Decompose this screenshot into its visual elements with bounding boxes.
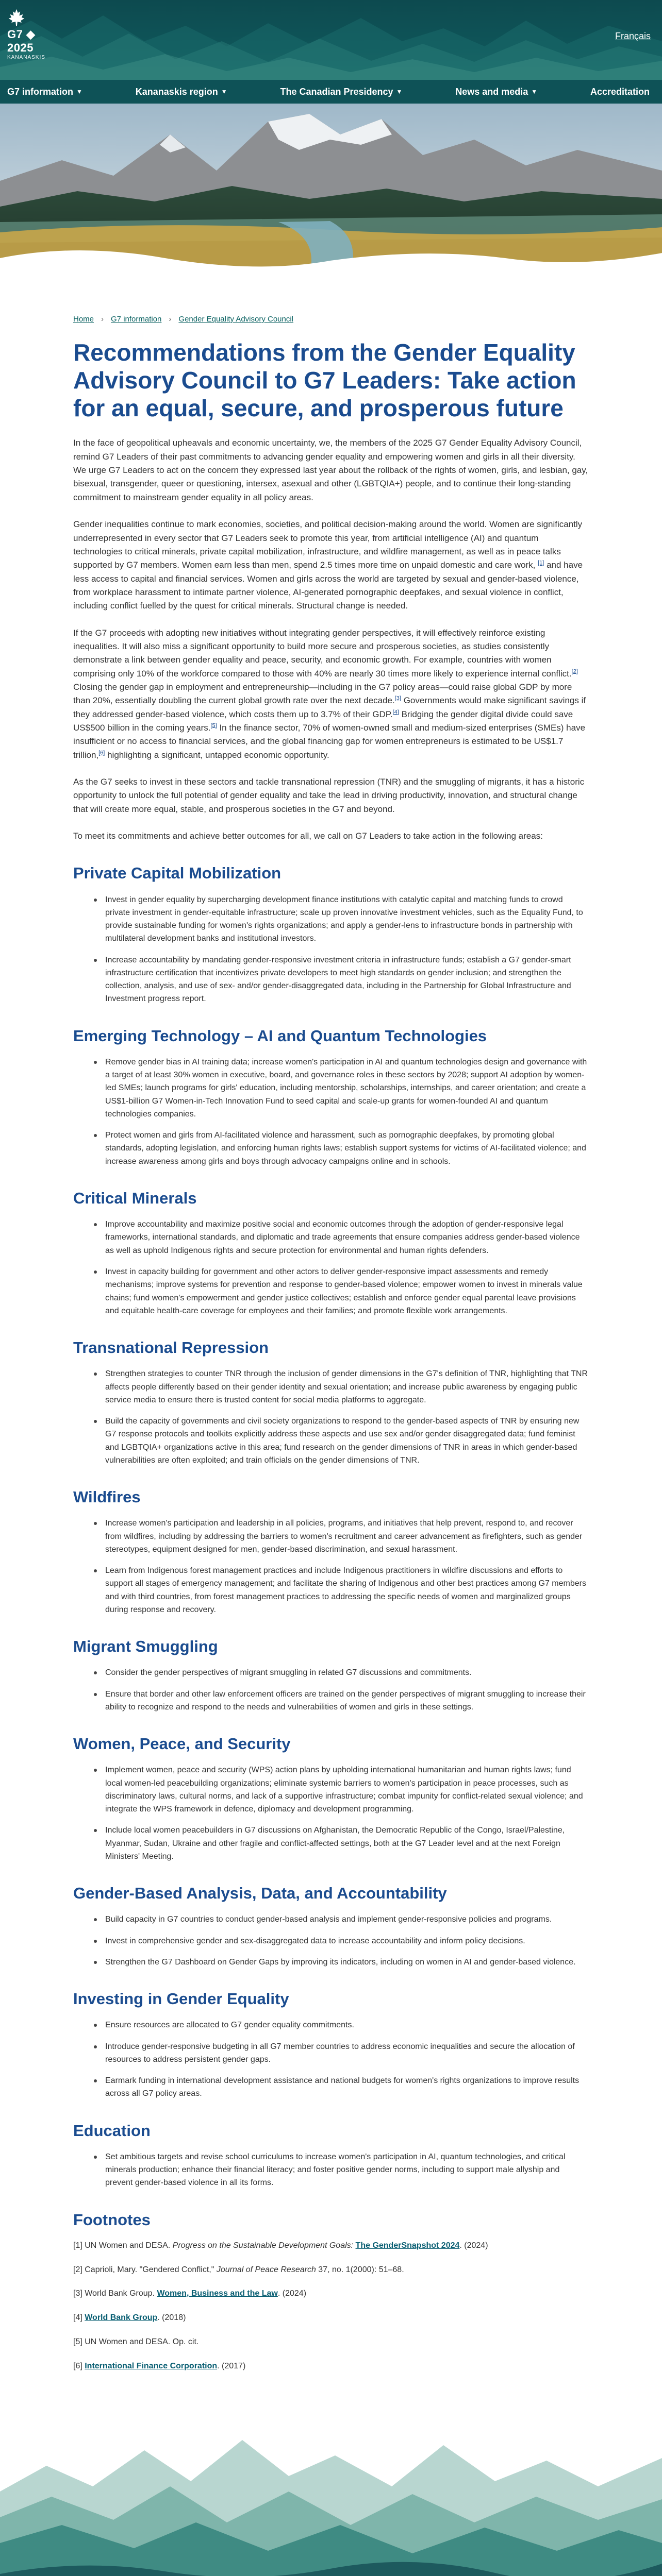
recommendation-list [73,1666,589,1714]
breadcrumb-g7-information[interactable]: G7 information [111,315,162,324]
footnote-text: [3] World Bank Group. [73,2289,157,2298]
footnote-link[interactable]: World Bank Group [85,2313,158,2323]
footnote-item [73,2240,589,2252]
site-header [0,0,662,104]
list-item: Invest in gender equality by supercharging development finance institutions with catalytic capital and matching funds to crowd private investment in gender-equitable infrastructure; scale up proven innovative investment vehicles, such as the Equality Fund, to provide sustainable funding for women's rights organizations; and apply a gender-lens to infrastructure bonds in partnership with multilateral development banks and institutional investors. [94,893,589,945]
recommendation-list [73,1218,589,1317]
section-heading: Transnational Repression [73,1338,269,1357]
footnote-link[interactable]: International Finance Corporation [85,2361,218,2370]
list-item: Strengthen strategies to counter TNR through the inclusion of gender dimensions in the G7's definition of TNR, highlighting that TNR affects people differently based on their gender identity and sexual orientation; and increase public awareness by engaging public service media to ensure there is trusted content for social media platforms to aggregate. [94,1367,589,1406]
section-education [73,2121,589,2190]
list-item: Remove gender bias in AI training data; increase women's participation in AI and quantum technologies design and governance with a target of at least 30% women in executive, board, and governance roles in these sectors by 2028; support AI adoption by women-led SMEs; launch programs for girls' education, including mentorship, scholarships, internships, and career orientation; and create a US$1-billion G7 Women-in-Tech Innovation Fund to seed capital and scale-up grants for women-founded AI and quantum technologies companies. [94,1056,589,1121]
section-heading: Emerging Technology – AI and Quantum Technologies [73,1026,487,1045]
list-item: Introduce gender-responsive budgeting in all G7 member countries to address economic inequalities and secure the allocation of resources to address persistent gender gaps. [94,2040,589,2066]
intro-paragraph: To meet its commitments and achieve better outcomes for all, we call on G7 Leaders to take action in the following areas: [73,831,543,841]
list-item: Increase women's participation and leadership in all policies, programs, and initiatives that help prevent, respond to, and recover from wildfires, including by addressing the barriers to women's recruitment and career advancement as firefighters, such as gender stereotypes, equipment designed for men, gender-based discrimination, and sexual harassment. [94,1517,589,1556]
recommendation-list [73,1913,589,1969]
intro-paragraph [73,626,589,762]
list-item: Increase accountability by mandating gender-responsive investment criteria in infrastructure funds; establish a G7 gender-smart infrastructure certification that incentivizes private developers to meet high standards on gender inclusion; and strengthen the collection, analysis, and use of sex- and/or gender-disaggregated data, including in the Partnership for Global Infrastructure and Investment progress report. [94,954,589,1006]
mountain-landscape-illustration [0,104,662,274]
section-heading: Gender-Based Analysis, Data, and Accountability [73,1884,447,1903]
nav-item-label: News and media [455,86,528,97]
footnote-ref-2[interactable]: [2] [571,668,578,674]
list-item: Build capacity in G7 countries to conduct gender-based analysis and implement gender-responsive policies and programs. [94,1913,589,1926]
hero-landscape-image [0,104,662,274]
section-transnational-repression [73,1338,589,1467]
chevron-down-icon: ▼ [221,88,227,95]
footnote-title: Progress on the Sustainable Development Goals: [172,2241,356,2250]
list-item: Set ambitious targets and revise school curriculums to increase women's participation in AI, quantum technologies, and critical minerals production; enhance their financial literacy; and foster positive gender norms, including to support male allyship and prevent gender-based violence in all its forms. [94,2150,589,2190]
breadcrumb-separator-icon: › [101,315,104,324]
maple-leaf-icon [7,8,26,27]
nav-item-g7-information[interactable] [7,87,82,97]
section-heading: Investing in Gender Equality [73,1990,289,2008]
footnote-text: . (2024) [459,2241,488,2250]
section-investing-in-gender-equality [73,1989,589,2100]
footnote-ref-4[interactable]: [4] [392,708,399,715]
intro-text: Governments would make significant savings if they addressed gender-based violence, which costs them up to 3.7% of their GDP. [73,696,586,719]
list-item: Build the capacity of governments and civil society organizations to respond to the gender-based aspects of TNR by ensuring new G7 response protocols and toolkits explicitly address these aspects and use sex and/or gender disaggregated data; fund feminist and LGBTQIA+ organizations active in this area; fund research on the gender dimensions of TNR in areas in which gender-based vulnerabilities are often exploited; and train officials on the gender dimensions of TNR. [94,1415,589,1467]
footnote-text: . (2017) [217,2361,246,2370]
language-toggle-link[interactable]: Français [615,31,651,41]
list-item: Ensure resources are allocated to G7 gender equality commitments. [94,2019,589,2031]
chevron-down-icon: ▼ [76,88,82,95]
section-heading: Critical Minerals [73,1189,197,1207]
recommendation-list [73,893,589,1006]
footnote-ref-1[interactable]: [1] [538,560,544,566]
section-heading: Wildfires [73,1488,141,1506]
breadcrumb-gender-equality-advisory-council[interactable]: Gender Equality Advisory Council [178,315,294,324]
footnotes-heading: Footnotes [73,2210,151,2229]
logo-title: G7 ◆ 2025 [7,28,36,54]
list-item: Learn from Indigenous forest management practices and include Indigenous practitioners in wildfire discussions and efforts to support all stages of emergency management; and facilitate the sharing of Indigenous and other best practices among G7 members and with third countries, from forest management practices to addressing the specific needs of women and marginalized groups during response and recovery. [94,1564,589,1616]
chevron-down-icon: ▼ [531,88,538,95]
footnote-ref-6[interactable]: [6] [98,750,105,756]
intro-text: Gender inequalities continue to mark economies, societies, and political decision-making around the world. Women are significantly underrepresented in every sector that G7 Leaders seek to promote this year, from artificial intelligence (AI) and quantum technologies to critical minerals, private capital mobilization, infrastructure, and wildfire management, as well as in peace talks supported by G7 members. Women earn less than men, spend 2.5 times more time on unpaid domestic and care work, [73,519,583,570]
footnote-ref-5[interactable]: [5] [210,722,217,729]
footnote-text: . (2018) [157,2313,186,2323]
g7-logo[interactable] [7,8,43,60]
footnote-link[interactable]: The GenderSnapshot 2024 [355,2241,460,2250]
footnote-item [73,2336,589,2349]
section-heading: Women, Peace, and Security [73,1735,291,1753]
intro-paragraph [73,518,589,613]
section-emerging-technology [73,1026,589,1168]
page-title: Recommendations from the Gender Equality Advisory Council to G7 Leaders: Take action for an equal, secure, and prosperous future [73,339,576,421]
footnote-text: . (2024) [277,2289,307,2298]
list-item: Strengthen the G7 Dashboard on Gender Gaps by improving its indicators, including on women in AI and gender-based violence. [94,1956,589,1969]
breadcrumb [73,315,589,324]
footnote-text: 37, no. 1(2000): 51–68. [316,2265,404,2274]
section-gender-based-analysis [73,1884,589,1969]
footnote-text: [5] UN Women and DESA. Op. cit. [73,2337,199,2347]
intro-text: Bridging the gender digital divide could save US$500 billion in the coming years. [73,709,573,733]
header-banner [0,0,662,80]
recommendation-list [73,2019,589,2100]
section-women-peace-security [73,1734,589,1863]
recommendation-list [73,1056,589,1168]
footnote-item [73,2360,589,2373]
nav-item-label: Kananaskis region [135,86,218,97]
list-item: Implement women, peace and security (WPS) action plans by upholding international humanitarian and human rights laws; fund local women-led peacebuilding organizations; eliminate systemic barriers to women's participation in peace processes, such as discriminatory laws, cultural norms, and lack of a supportive infrastructure; combat impunity for conflict-related sexual violence; and integrate the WPS framework in defence, diplomacy and development programming. [94,1764,589,1816]
logo-subtitle: KANANASKIS [7,55,45,60]
intro-text: Closing the gender gap in employment and entrepreneurship—including in the G7 policy areas—could raise global GDP by more than 20%, essentially doubling the current global growth rate over the next decade. [73,682,572,706]
intro-paragraph: In the face of geopolitical upheavals and economic uncertainty, we, the members of the 2025 G7 Gender Equality Advisory Council, remind G7 Leaders of their past commitments to advancing gender equality and empowering women and girls in all their diversity. We urge G7 Leaders to act on the concern they expressed last year about the rollback of the rights of women, girls, and lesbian, gay, bisexual, transgender, queer or questioning, intersex, asexual and other (LGBTQIA+) people, and to continue their long-standing commitment to mainstream gender equality in all policy areas. [73,438,588,502]
footnotes-list [73,2240,589,2373]
footnote-title: Journal of Peace Research [216,2265,316,2274]
footnotes-section [73,2210,589,2373]
footnote-text: [6] [73,2361,85,2370]
list-item: Improve accountability and maximize positive social and economic outcomes through the adoption of gender-responsive legal frameworks, international standards, and diplomatic and trade agreements that ensure companies address gender-based violence as well as uphold Indigenous rights and secure protection for environmental and human rights defenders. [94,1218,589,1257]
footnote-text: [4] [73,2313,85,2323]
list-item: Include local women peacebuilders in G7 discussions on Afghanistan, the Democratic Republic of the Congo, Israel/Palestine, Myanmar, Sudan, Ukraine and other fragile and conflict-affected settings, both at the G7 Leader level and at the next Foreign Ministers' Meeting. [94,1824,589,1863]
section-critical-minerals [73,1189,589,1317]
nav-item-label: Accreditation [590,86,650,97]
nav-item-accreditation[interactable] [590,87,650,97]
footnote-text: [1] UN Women and DESA. [73,2241,173,2250]
list-item: Consider the gender perspectives of migrant smuggling in related G7 discussions and commitments. [94,1666,589,1679]
footnote-item [73,2287,589,2300]
footer-mountain-art [0,2409,662,2576]
nav-item-news-and-media[interactable] [455,87,537,97]
footnote-ref-3[interactable]: [3] [394,695,401,702]
nav-item-canadian-presidency[interactable] [280,87,402,97]
list-item: Ensure that border and other law enforcement officers are trained on the gender perspectives of migrant smuggling to increase their ability to recognize and respond to the needs and vulnerabilities of women and girls in these settings. [94,1688,589,1714]
section-heading: Private Capital Mobilization [73,864,282,883]
recommendation-list [73,1764,589,1863]
section-migrant-smuggling [73,1637,589,1714]
recommendation-list [73,2150,589,2190]
main-content [73,274,589,2373]
list-item: Protect women and girls from AI-facilitated violence and harassment, such as pornographic deepfakes, by promoting global standards, adopting legislation, and enforcing human rights laws; establish support systems for victims of AI-facilitated violence; and increase awareness among girls and boys through advocacy campaigns online and in schools. [94,1129,589,1168]
recommendation-list [73,1517,589,1616]
breadcrumb-separator-icon: › [169,315,172,324]
nav-item-label: G7 information [7,86,74,97]
footer-landscape-illustration [0,2409,662,2576]
list-item: Invest in capacity building for government and other actors to deliver gender-responsive impact assessments and remedy mechanisms; improve systems for prevention and response to gender-based violence; empower women to invest in minerals value chains; fund women's empowerment and gender justice collectives; establish and enforce gender equal parental leave provisions and equitable health-care coverage for employees and their families; and promote flexible work arrangements. [94,1265,589,1317]
footnote-link[interactable]: Women, Business and the Law [157,2289,278,2298]
main-navigation [0,80,662,104]
section-private-capital-mobilization [73,863,589,1005]
intro-text: and have less access to capital and financial services. Women and girls across the world are targeted by sexual and gender-based violence, from workplace harassment to intimate partner violence, AI-generated pornographic deepfakes, and sexual violence in conflict, including conflict fuelled by the quest for critical minerals. Structural change is needed. [73,560,583,611]
chevron-down-icon: ▼ [396,88,403,95]
intro-text: In the finance sector, 70% of women-owned small and medium-sized enterprises (SMEs) have insufficient or no access to financial services, and the global financing gap for women entrepreneurs is estimated to be US$1.7 trillion, [73,722,586,760]
intro-text: highlighting a significant, untapped economic opportunity. [105,750,329,760]
site-footer [0,2409,662,2576]
header-mountain-art [0,0,662,80]
list-item: Invest in comprehensive gender and sex-disaggregated data to increase accountability and inform policy decisions. [94,1935,589,1947]
section-heading: Education [73,2121,151,2140]
footnote-item [73,2264,589,2277]
recommendation-list [73,1367,589,1467]
nav-item-kananaskis-region[interactable] [136,87,227,97]
footnote-item [73,2312,589,2325]
nav-item-label: The Canadian Presidency [280,86,393,97]
intro-text: If the G7 proceeds with adopting new initiatives without integrating gender perspectives, it will effectively reinforce existing inequalities. It will also miss a significant opportunity to build more secure and prosperous societies, as studies consistently demonstrate a link between gender equality and peace, security, and economic growth. For example, countries with women comprising only 10% of the workforce compared to those with 40% are nearly 30 times more likely to experience internal conflict. [73,628,572,679]
section-heading: Migrant Smuggling [73,1637,218,1656]
section-wildfires [73,1487,589,1616]
intro-paragraph: As the G7 seeks to invest in these sectors and tackle transnational repression (TNR) and the smuggling of migrants, it has a historic opportunity to unlock the full potential of gender equality and take the lead in driving productivity, innovation, and structural change that will create more equal, stable, and prosperous societies in the G7 and beyond. [73,777,585,814]
breadcrumb-home[interactable]: Home [73,315,94,324]
list-item: Earmark funding in international development assistance and national budgets for women's rights organizations to improve results across all G7 policy areas. [94,2074,589,2100]
footnote-text: [2] Caprioli, Mary. "Gendered Conflict," [73,2265,217,2274]
